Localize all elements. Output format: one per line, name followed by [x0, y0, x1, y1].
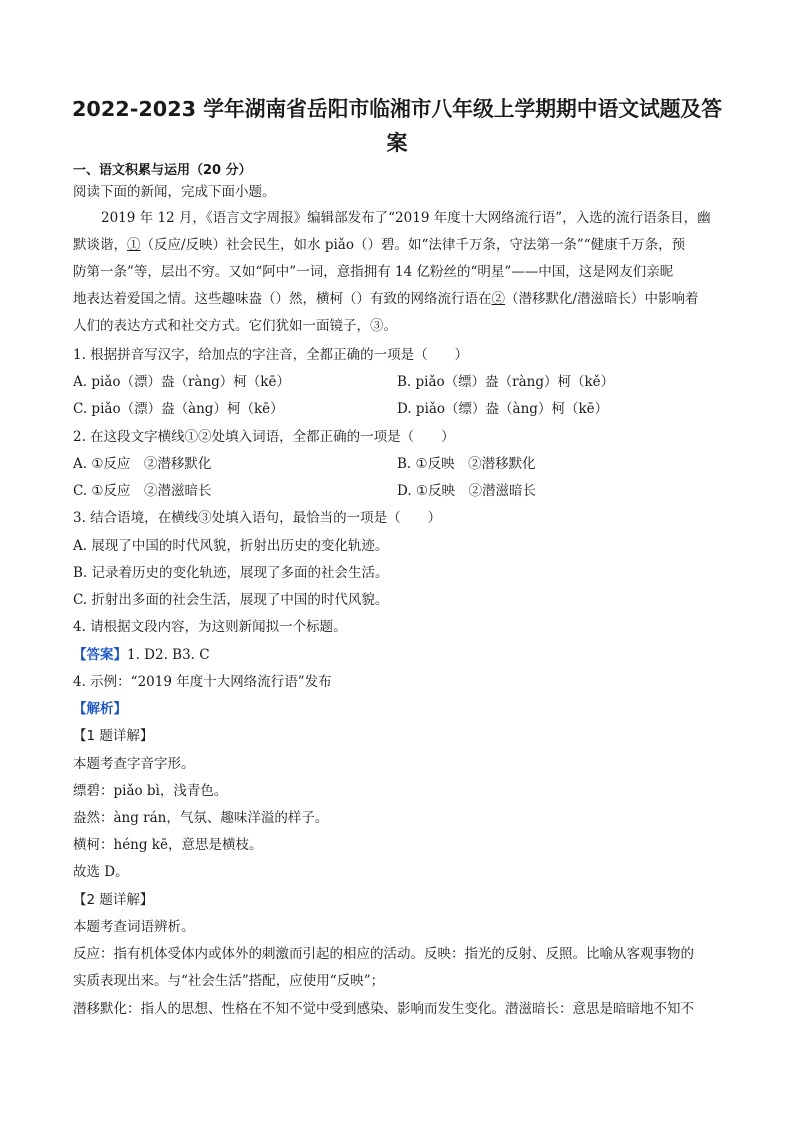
passage-line-1: 2019 年 12 月，《语言文字周报》编辑部发布了“2019 年度十大网络流行语”，入选的流行语条目，幽 — [101, 210, 711, 226]
question-2-option-a: A. ①反应 ②潜移默化 — [73, 456, 212, 472]
question-1-option-b: B. piǎo（缥）盎（ràng）柯（kě） — [397, 374, 615, 390]
detail-1-line-4: 横柯：héng kē，意思是横枝。 — [73, 837, 263, 853]
section-heading: 一、语文积累与运用（20 分） — [73, 163, 252, 178]
passage-line-5: 人们的表达方式和社交方式。它们犹如一面镜子，③。 — [73, 318, 397, 334]
question-3-option-b: B. 记录着历史的变化轨迹，展现了多面的社会生活。 — [73, 565, 389, 581]
passage-line-2-c: （反应/反映）社会民生，如水 piǎo（）碧。如“法律千万条，守法第一条”“健康千万条，预 — [140, 237, 686, 253]
blank-2: ② — [491, 291, 505, 307]
answer-text: 1. D2. B3. C — [127, 647, 210, 663]
detail-1-line-2: 缥碧：piǎo bì，浅青色。 — [73, 783, 228, 799]
detail-2-line-1: 本题考查词语辨析。 — [73, 919, 195, 935]
passage-line-4-a: 地表达着爱国之情。这些趣味盎（）然，横柯（）有致的网络流行语在 — [73, 291, 492, 307]
passage-line-3: 防第一条”等，层出不穷。又如“阿中”一词，意指拥有 14 亿粉丝的“明星”——中国，这是网友们亲昵 — [73, 264, 674, 280]
passage-line-2 — [73, 235, 685, 255]
question-1-stem: 1. 根据拼音写汉字，给加点的字注音，全都正确的一项是（ ） — [73, 347, 469, 363]
question-3-stem: 3. 结合语境，在横线③处填入语句，最恰当的一项是（ ） — [73, 510, 442, 526]
document-title — [70, 92, 724, 160]
detail-1-line-1: 本题考查字音字形。 — [73, 756, 195, 772]
detail-1-line-5: 故选 D。 — [73, 864, 129, 880]
question-2-option-c: C. ①反应 ②潜滋暗长 — [73, 483, 212, 499]
analysis-tag: 【解析】 — [73, 701, 127, 717]
answer-line — [73, 645, 210, 665]
question-4-stem: 4. 请根据文段内容，为这则新闻拟一个标题。 — [73, 619, 347, 635]
passage-line-4-c: （潜移默化/潜滋暗长）中影响着 — [505, 291, 699, 307]
question-1-option-a: A. piǎo（漂）盎（ràng）柯（kē） — [73, 374, 290, 390]
title-line-2: 案 — [386, 131, 408, 155]
detail-2-tag: 【2 题详解】 — [73, 892, 154, 908]
instruction-text: 阅读下面的新闻，完成下面小题。 — [73, 184, 276, 200]
passage-line-4 — [73, 289, 699, 309]
passage-line-2-a: 默谈谐， — [73, 237, 127, 253]
detail-1-line-3: 盎然：àng rán，气氛、趣味洋溢的样子。 — [73, 810, 329, 826]
question-1-option-c: C. piǎo（漂）盎（àng）柯（kē） — [73, 401, 284, 417]
question-2-option-d: D. ①反映 ②潜滋暗长 — [397, 483, 537, 499]
answer-tag: 【答案】 — [73, 647, 127, 663]
title-line-1: 2022-2023 学年湖南省岳阳市临湘市八年级上学期期中语文试题及答 — [71, 97, 723, 121]
question-1-option-d: D. piǎo（缥）盎（àng）柯（kē） — [397, 401, 609, 417]
detail-2-line-3: 实质表现出来。与“社会生活”搭配，应使用“反映”； — [73, 973, 385, 989]
question-3-option-a: A. 展现了中国的时代风貌，折射出历史的变化轨迹。 — [73, 538, 389, 554]
answer-q4: 4. 示例：“2019 年度十大网络流行语”发布 — [73, 674, 332, 690]
detail-2-line-4: 潜移默化：指人的思想、性格在不知不觉中受到感染、影响而发生变化。潜滋暗长：意思是暗暗地不知不 — [73, 1001, 694, 1017]
question-3-option-c: C. 折射出多面的社会生活，展现了中国的时代风貌。 — [73, 592, 389, 608]
blank-1: ① — [127, 237, 141, 253]
question-2-stem: 2. 在这段文字横线①②处填入词语，全都正确的一项是（ ） — [73, 429, 455, 445]
question-2-option-b: B. ①反映 ②潜移默化 — [397, 456, 536, 472]
detail-2-line-2: 反应：指有机体受体内或体外的刺激而引起的相应的活动。反映：指光的反射、反照。比喻从客观事物的 — [73, 946, 694, 962]
detail-1-tag: 【1 题详解】 — [73, 728, 154, 744]
